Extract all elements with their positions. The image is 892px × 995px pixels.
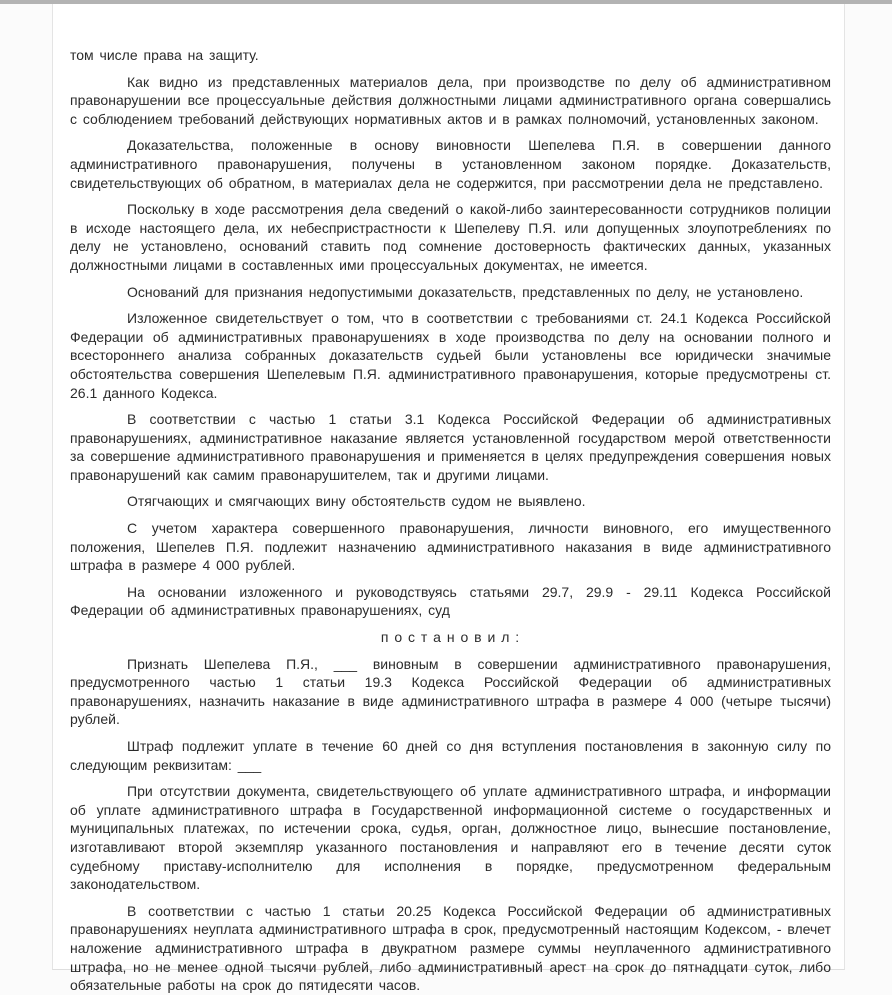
paragraph-continuation-defense-rights: том числе права на защиту.: [70, 47, 259, 63]
paragraph-article-20-25: В соответствии с частью 1 статьи 20.25 Кодекса Российской Федерации об административных правонарушениях неуплата административного штрафа в срок, предусмотренный настоящим Кодексом, - влечет наложение административного штрафа в двукратном размере суммы неуплаченного административного штрафа, но не менее одной тысячи рублей, либо административный арест на срок до пятнадцати суток, либо обязательные работы на срок до пятидесяти часов.: [70, 902, 832, 994]
paragraph-verdict: Признать Шепелева П.Я., ___ виновным в совершении административного правонарушения, предусмотренного частью 1 статьи 19.3 Кодекса Российской Федерации об административных правонарушениях, назначить наказание в виде административного штрафа в размере 4 000 (четыре тысячи) рублей.: [70, 655, 831, 728]
paragraph-case-materials: Как видно из представленных материалов дела, при производстве по делу об административном правонарушении все процессуальные действия должностными лицами административного органа совершались с соблюдением требований действующих нормативных актов и в рамках полномочий, установленных законом.: [70, 73, 831, 127]
paragraph-no-aggravating-circumstances: Отягчающих и смягчающих вину обстоятельств судом не выявлено.: [127, 493, 586, 510]
resolution-heading: п о с т а н о в и л :: [380, 629, 521, 646]
paragraph-no-inadmissible-evidence: Оснований для признания недопустимыми доказательств, представленных по делу, не установлено.: [127, 283, 804, 300]
document-page: [52, 4, 845, 994]
paragraph-ruling-basis: На основании изложенного и руководствуясь статьями 29.7, 29.9 - 29.11 Кодекса Российской Федерации об административных правонарушениях, суд: [70, 583, 831, 619]
paragraph-payment-deadline: Штраф подлежит уплате в течение 60 дней со дня вступления постановления в законную силу по следующим реквизитам: ___: [70, 738, 831, 773]
paragraph-evidence-lawful: Доказательства, положенные в основу виновности Шепелева П.Я. в совершении данного административного правонарушения, получены в установленном законом порядке. Доказательств, свидетельствующих об обратном, в материалах дела не содержится, при рассмотрении дела не представлено.: [70, 137, 831, 191]
paragraph-article-3-1: В соответствии с частью 1 статьи 3.1 Кодекса Российской Федерации об административных правонарушениях, административное наказание является установленной государством мерой ответственности за совершение административного правонарушения и применяется в целях предупреждения совершения новых правонарушений как самим правонарушителем, так и другими лицами.: [70, 411, 831, 483]
paragraph-non-payment-procedure: При отсутствии документа, свидетельствующего об уплате административного штрафа, и информации об уплате административного штрафа в Государственной информационной системе о государственных и муниципальных платежах, по истечении срока, судья, орган, должностное лицо, вынесшие постановление, изготавливают второй экземпляр указанного постановления и направляют его в течение десяти суток судебному приставу-исполнителю для исполнения в порядке, предусмотренном федеральным законодательством.: [70, 783, 831, 893]
paragraph-police-impartiality: Поскольку в ходе рассмотрения дела сведений о какой-либо заинтересованности сотрудников полиции в исходе настоящего дела, их небеспристрастности к Шепелеву П.Я. или допущенных злоупотреблениях по делу не установлено, оснований ставить под сомнение достоверность фактических данных, указанных должностными лицами в составленных ими процессуальных документах, не имеется.: [70, 201, 831, 273]
paragraph-article-24-1: Изложенное свидетельствует о том, что в соответствии с требованиями ст. 24.1 Кодекса Российской Федерации об административных правонарушениях в ходе производства по делу на основании полного и всестороннего анализа собранных доказательств судьей были установлены все юридически значимые обстоятельства совершения Шепелевым П.Я. административного правонарушения, которые предусмотрены ст. 26.1 данного Кодекса.: [70, 310, 831, 401]
paragraph-fine-amount: С учетом характера совершенного правонарушения, личности виновного, его имущественного положения, Шепелев П.Я. подлежит назначению административного наказания в виде административного штрафа в размере 4 000 рублей.: [70, 520, 831, 574]
